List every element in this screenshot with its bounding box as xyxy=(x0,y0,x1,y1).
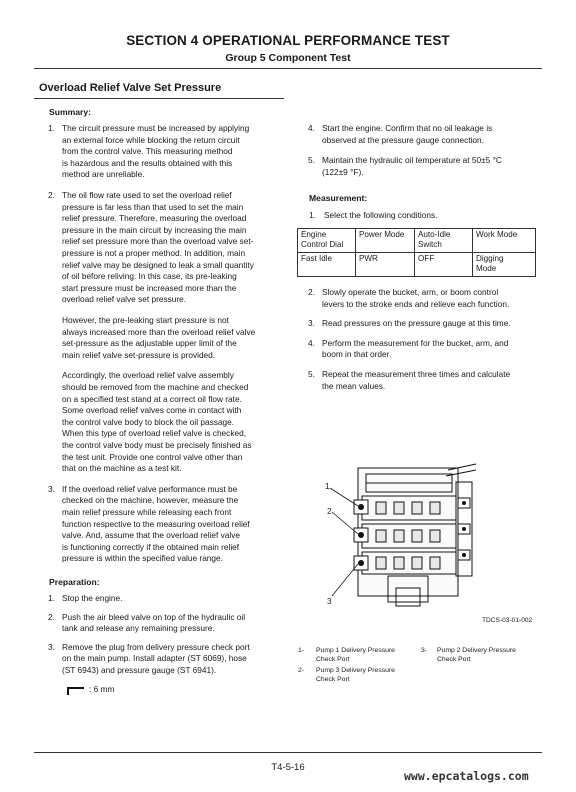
group-title: Group 5 Component Test xyxy=(225,52,351,64)
text-line: on the main pump. Install adapter (ST 6069), hose xyxy=(62,653,247,664)
list-item-text xyxy=(62,123,249,181)
callout-2: 2 xyxy=(327,506,332,516)
header-rule xyxy=(34,68,542,69)
callout-3: 3 xyxy=(327,596,332,606)
text-line: tank and release any remaining pressure. xyxy=(62,623,215,634)
footer-rule xyxy=(34,752,542,753)
text-line: an external force while blocking the return circuit xyxy=(62,134,240,145)
list-item-text xyxy=(62,370,252,474)
measurement-step-1-number: 1. xyxy=(309,210,316,220)
text-line: Some overload relief valves come in contact with xyxy=(62,405,242,416)
text-line: overload relief valve set pressure. xyxy=(62,294,187,305)
title-rule xyxy=(34,98,284,99)
list-item-number: 5. xyxy=(308,369,315,379)
text-line: should be removed from the machine and checked xyxy=(62,381,249,392)
text-line: that on the machine as a test kit. xyxy=(62,463,182,474)
page-title: Overload Relief Valve Set Pressure xyxy=(39,82,222,94)
text-line: the control valve body to block the oil passage. xyxy=(62,416,235,427)
text-line: boom in that order. xyxy=(322,349,392,360)
text-line: relief valve may be designed to leak a small quantity xyxy=(62,259,254,270)
text-line: Remove the plug from delivery pressure check port xyxy=(62,641,250,652)
list-item-number: 2. xyxy=(48,611,55,622)
list-item-text xyxy=(322,123,492,146)
measurement-step-1-text: Select the following conditions. xyxy=(324,210,438,220)
text-line: (ST 6943) and pressure gauge (ST 6941). xyxy=(62,664,217,675)
conditions-table xyxy=(297,228,536,277)
text-line: the control valve body must be precisely finished as xyxy=(62,439,252,450)
text-line: on a specified test stand at a correct oil flow rate. xyxy=(62,393,242,404)
text-line: Start the engine. Confirm that no oil leakage is xyxy=(322,123,493,133)
table-cell: Fast Idle xyxy=(298,252,356,276)
text-line: is hazardous and the results obtained with this xyxy=(62,157,233,168)
text-line: relief pressure. Therefore, measuring the overload xyxy=(62,213,247,224)
list-item-number: 4. xyxy=(308,337,315,348)
wrench-size xyxy=(67,684,137,696)
text-line: function respective to the measuring overload relief xyxy=(62,518,250,529)
text-line: If the overload relief valve performance must be xyxy=(62,483,238,494)
text-line: of oil before reliving. In this case, its pre-leaking xyxy=(62,271,237,282)
list-item-text xyxy=(322,155,502,178)
wrench-size-label: : 6 mm xyxy=(89,684,115,694)
text-line: is functioning correctly if the obtained main relief xyxy=(62,541,240,552)
table-cell: OFF xyxy=(415,252,473,276)
text-line: main relief pressure while releasing each front xyxy=(62,506,232,517)
text-line: observed at the pressure gauge connection. xyxy=(322,134,484,145)
table-cell: PWR xyxy=(356,252,415,276)
hex-wrench-icon xyxy=(67,686,85,696)
list-item-number: 3. xyxy=(48,483,55,494)
text-line: from the control valve. This measuring method xyxy=(62,146,233,157)
table-header-cell: Auto-Idle Switch xyxy=(415,229,473,253)
list-item-number: 2. xyxy=(48,190,55,200)
text-line: the test unit. Provide one control valve other than xyxy=(62,451,243,462)
list-item-text xyxy=(322,287,509,310)
text-line: Maintain the hydraulic oil temperature at 50±5 °C xyxy=(322,155,502,166)
text-line: However, the pre-leaking start pressure is not xyxy=(62,315,229,325)
text-line: Push the air bleed valve on top of the hydraulic oil xyxy=(62,611,246,622)
text-line: Repeat the measurement three times and calculate xyxy=(322,369,511,379)
text-line: Read pressures on the pressure gauge at this time. xyxy=(322,318,511,329)
section-title: SECTION 4 OPERATIONAL PERFORMANCE TEST xyxy=(126,33,450,48)
list-item-number: 2. xyxy=(308,287,315,297)
table-header-cell: Engine Control Dial xyxy=(298,229,356,253)
text-line: Stop the engine. xyxy=(62,593,123,603)
list-item-number: 3. xyxy=(308,318,315,329)
text-line: method are unreliable. xyxy=(62,169,145,180)
text-line: start pressure must be increased more than the xyxy=(62,282,237,293)
text-line: checked on the machine, however, measure the xyxy=(62,495,239,506)
text-line: pressure is not a proper method. In addition, main xyxy=(62,247,246,258)
list-item-text xyxy=(62,190,254,306)
list-item-number: 3. xyxy=(48,641,55,652)
list-item-text xyxy=(62,642,250,677)
control-valve-figure xyxy=(318,462,478,612)
text-line: pressure is within the specified value range. xyxy=(62,553,223,564)
summary-heading: Summary: xyxy=(49,107,92,117)
text-line: The circuit pressure must be increased by applying xyxy=(62,123,250,133)
list-item-text xyxy=(62,484,250,565)
list-item-number: 1. xyxy=(48,593,55,603)
text-line: The oil flow rate used to set the overload relief xyxy=(62,190,232,200)
text-line: set-pressure as the adjustable upper limit of the xyxy=(62,338,237,349)
control-valve-drawing xyxy=(318,462,478,612)
table-header-row xyxy=(298,229,536,253)
table-header-cell: Work Mode xyxy=(473,229,536,253)
text-line: the mean values. xyxy=(322,380,386,391)
list-item-text xyxy=(322,369,510,392)
list-item-text xyxy=(322,338,508,361)
text-line: relief set pressure more than the overload valve set- xyxy=(62,236,254,247)
figure-id: TDCS-03-01-002 xyxy=(482,617,533,624)
text-line: Slowly operate the bucket, arm, or boom control xyxy=(322,287,499,297)
text-line: Accordingly, the overload relief valve assembly xyxy=(62,370,234,381)
text-line: valve. And, assume that the overload relief valve xyxy=(62,530,241,541)
callout-1: 1 xyxy=(325,481,330,491)
text-line: pressure in the main circuit by increasing the main xyxy=(62,224,247,235)
text-line: (122±9 °F). xyxy=(322,166,364,177)
list-item-number: 1. xyxy=(48,123,55,133)
text-line: When this type of overload relief valve is checked, xyxy=(62,428,247,439)
text-line: levers to the stroke ends and relieve each function. xyxy=(322,298,510,309)
preparation-heading: Preparation: xyxy=(49,577,100,587)
watermark: www.epcatalogs.com xyxy=(404,769,529,783)
table-header-cell: Power Mode xyxy=(356,229,415,253)
list-item-number: 4. xyxy=(308,123,315,133)
list-item-text xyxy=(62,612,245,635)
page-number: T4-5-16 xyxy=(271,762,305,773)
measurement-heading: Measurement: xyxy=(309,193,368,203)
text-line: Perform the measurement for the bucket, arm, and xyxy=(322,337,509,348)
list-item-text xyxy=(62,593,122,605)
text-line: pressure is far less than that used to set the main xyxy=(62,201,244,212)
table-row xyxy=(298,252,536,276)
text-line: main relief valve set-pressure is provided. xyxy=(62,349,216,360)
list-item-text xyxy=(322,318,511,330)
table-cell: Digging Mode xyxy=(473,252,536,276)
list-item-text xyxy=(62,315,255,361)
list-item-number: 5. xyxy=(308,155,315,166)
text-line: always increased more than the overload relief valve xyxy=(62,326,256,337)
